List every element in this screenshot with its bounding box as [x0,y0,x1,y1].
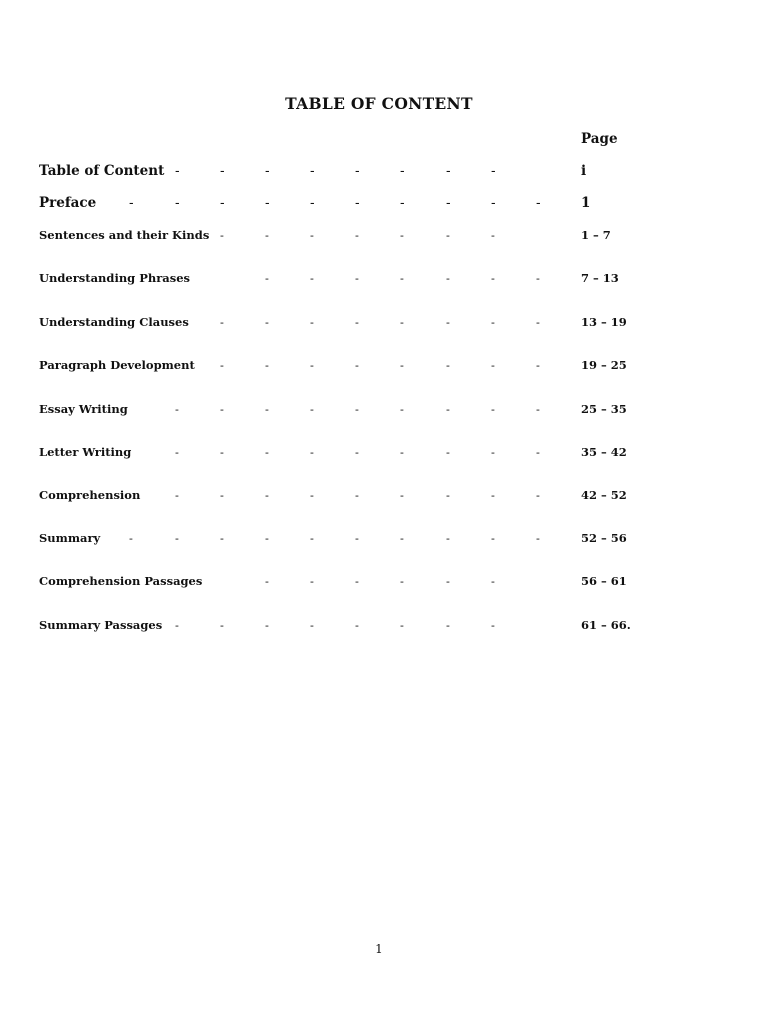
toc-leader-dash: - [220,402,224,416]
toc-leader-dash: - [355,163,360,179]
toc-leader-dash: - [446,228,450,242]
toc-entry-page: 13 – 19 [581,315,627,329]
toc-entry-label: Summary [39,531,101,545]
toc-entry-page: 7 – 13 [581,271,619,285]
toc-leader-dash: - [175,402,179,416]
toc-leader-dash: - [491,618,495,632]
toc-leader-dash: - [491,531,495,545]
toc-leader-dash: - [491,271,495,285]
toc-leader-dash: - [265,402,269,416]
toc-leader-dash: - [310,618,314,632]
toc-leader-dash: - [536,271,540,285]
toc-leader-dash: - [491,315,495,329]
toc-leader-dash: - [400,531,404,545]
toc-leader-dash: - [220,358,224,372]
toc-leader-dash: - [400,445,404,459]
toc-leader-dash: - [129,195,134,211]
toc-entry [0,163,768,183]
toc-leader-dash: - [220,228,224,242]
toc-leader-dash: - [491,358,495,372]
toc-entry-label: Sentences and their Kinds [39,228,210,242]
page-column-header: Page [581,131,618,147]
toc-entry-label: Comprehension [39,488,141,502]
toc-entry-label: Comprehension Passages [39,574,203,588]
toc-entry-page: 52 – 56 [581,531,627,545]
toc-leader-dash: - [400,315,404,329]
toc-leader-dash: - [446,163,451,179]
toc-entry [0,618,768,638]
toc-leader-dash: - [220,195,225,211]
toc-leader-dash: - [310,358,314,372]
toc-entry-page: 61 – 66. [581,618,631,632]
toc-leader-dash: - [446,315,450,329]
toc-leader-dash: - [491,445,495,459]
toc-leader-dash: - [265,358,269,372]
toc-leader-dash: - [355,445,359,459]
toc-entry-label: Table of Content [39,163,165,179]
toc-leader-dash: - [400,618,404,632]
toc-leader-dash: - [175,618,179,632]
toc-leader-dash: - [491,402,495,416]
toc-leader-dash: - [491,195,496,211]
toc-leader-dash: - [400,402,404,416]
toc-leader-dash: - [310,531,314,545]
toc-leader-dash: - [446,358,450,372]
toc-leader-dash: - [446,531,450,545]
toc-leader-dash: - [265,228,269,242]
toc-leader-dash: - [175,163,180,179]
toc-leader-dash: - [175,445,179,459]
toc-leader-dash: - [265,195,270,211]
toc-leader-dash: - [446,488,450,502]
toc-leader-dash: - [536,402,540,416]
toc-leader-dash: - [175,488,179,502]
toc-entry-label: Understanding Phrases [39,271,191,285]
toc-entry-label: Paragraph Development [39,358,195,372]
toc-leader-dash: - [536,531,540,545]
toc-leader-dash: - [491,163,496,179]
toc-entry [0,445,768,465]
toc-entry-label: Summary Passages [39,618,163,632]
toc-leader-dash: - [175,195,180,211]
toc-leader-dash: - [265,271,269,285]
toc-leader-dash: - [310,402,314,416]
footer-page-number: 1 [375,942,383,956]
toc-entry-page: 56 – 61 [581,574,627,588]
toc-leader-dash: - [400,228,404,242]
toc-leader-dash: - [220,445,224,459]
toc-leader-dash: - [265,618,269,632]
toc-leader-dash: - [310,445,314,459]
toc-entry-label: Letter Writing [39,445,132,459]
toc-leader-dash: - [310,271,314,285]
toc-entry [0,574,768,594]
toc-leader-dash: - [265,531,269,545]
toc-leader-dash: - [220,531,224,545]
toc-entry-page: i [581,163,587,179]
toc-entry-page: 1 [581,195,591,211]
toc-entry-label: Understanding Clauses [39,315,189,329]
toc-entry-label: Preface [39,195,97,211]
toc-leader-dash: - [446,574,450,588]
toc-entry [0,228,768,248]
toc-leader-dash: - [310,315,314,329]
toc-entry [0,402,768,422]
toc-leader-dash: - [536,195,541,211]
toc-leader-dash: - [536,358,540,372]
toc-entry-page: 1 – 7 [581,228,611,242]
toc-leader-dash: - [446,271,450,285]
toc-leader-dash: - [175,531,179,545]
toc-entry [0,315,768,335]
toc-leader-dash: - [355,228,359,242]
toc-leader-dash: - [265,488,269,502]
toc-leader-dash: - [446,618,450,632]
toc-entry-page: 19 – 25 [581,358,627,372]
toc-leader-dash: - [491,228,495,242]
toc-leader-dash: - [265,574,269,588]
toc-leader-dash: - [355,618,359,632]
toc-leader-dash: - [536,445,540,459]
toc-leader-dash: - [220,163,225,179]
toc-leader-dash: - [355,315,359,329]
toc-leader-dash: - [355,531,359,545]
toc-leader-dash: - [355,271,359,285]
toc-leader-dash: - [355,195,360,211]
toc-entry [0,358,768,378]
toc-entry [0,271,768,291]
toc-leader-dash: - [310,574,314,588]
toc-leader-dash: - [265,163,270,179]
toc-entry [0,531,768,551]
toc-leader-dash: - [400,195,405,211]
toc-leader-dash: - [400,574,404,588]
toc-leader-dash: - [491,574,495,588]
toc-leader-dash: - [446,402,450,416]
toc-leader-dash: - [310,163,315,179]
toc-leader-dash: - [355,488,359,502]
toc-leader-dash: - [220,618,224,632]
toc-leader-dash: - [355,402,359,416]
toc-leader-dash: - [310,488,314,502]
toc-leader-dash: - [355,574,359,588]
toc-entry-page: 42 – 52 [581,488,627,502]
toc-leader-dash: - [491,488,495,502]
toc-entry-label: Essay Writing [39,402,128,416]
toc-leader-dash: - [355,358,359,372]
toc-leader-dash: - [220,488,224,502]
toc-entry-page: 35 – 42 [581,445,627,459]
toc-leader-dash: - [446,445,450,459]
toc-title: TABLE OF CONTENT [285,94,473,113]
toc-leader-dash: - [400,271,404,285]
toc-leader-dash: - [446,195,451,211]
toc-leader-dash: - [129,531,133,545]
toc-leader-dash: - [400,163,405,179]
toc-leader-dash: - [310,228,314,242]
toc-leader-dash: - [400,488,404,502]
toc-leader-dash: - [536,488,540,502]
toc-leader-dash: - [536,315,540,329]
toc-leader-dash: - [310,195,315,211]
toc-leader-dash: - [265,315,269,329]
toc-entry [0,488,768,508]
toc-entry-page: 25 – 35 [581,402,627,416]
toc-leader-dash: - [265,445,269,459]
toc-leader-dash: - [400,358,404,372]
toc-leader-dash: - [220,315,224,329]
toc-entry [0,195,768,215]
